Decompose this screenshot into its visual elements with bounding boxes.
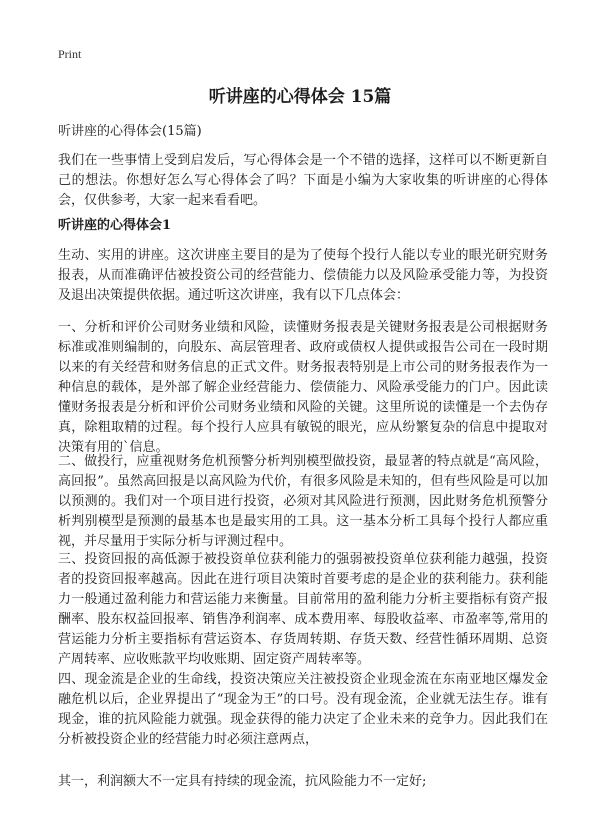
body-paragraph: 其一，利润额大不一定具有持续的现金流，抗风险能力不一定好; [58, 774, 427, 789]
body-paragraph: 四、现金流是企业的生命线，投资决策应关注被投资企业现金流在东南亚地区爆发金融危机以后，企业界提出了“现金为王”的口号。没有现金流，企业就无法生存。谁有现金，谁的抗风险能力就强。现金获得的能力决定了企业未来的竞争力。因此我们在分析被投资企业的经营能力时必须注意两点， [58, 672, 548, 747]
section-heading: 听讲座的心得体会1 [58, 218, 172, 233]
body-paragraph: 一、分析和评价公司财务业绩和风险，读懂财务报表是关键财务报表是公司根据财务标准或准则编制的，向股东、高层管理者、政府或债权人提供或报告公司在一段时期以来的有关经营和财务信息的正式文件。财务报表特别是上市公司的财务报表作为一种信息的载体，是外部了解企业经营能力、偿债能力、风险承受能力的门户。因此读懂财务报表是分析和评价公司财务业绩和风险的关键。这里所说的读懂是一个去伪存真，除粗取精的过程。每个投行人应具有敏锐的眼光，应从纷繁复杂的信息中提取对决策有用的`信息。 [58, 320, 548, 455]
body-paragraph: 二、做投行，应重视财务危机预警分析判别模型做投资，最显著的特点就是“高风险，高回报”。虽然高回报是以高风险为代价，有很多风险是未知的，但有些风险是可以加以预测的。我们对一个项目进行投资，必须对其风险进行预测，因此财务危机预警分析判别模型是预测的最基本也是最实用的工具。这一基本分析工具每个投行人都应重视，并尽量用于实际分析与评测过程中。 [58, 454, 548, 549]
document-subtitle: 听讲座的心得体会(15篇) [58, 124, 202, 139]
print-link[interactable]: Print [58, 47, 82, 61]
document-title: 听讲座的心得体会 15篇 [208, 87, 392, 107]
body-paragraph: 生动、实用的讲座。这次讲座主要目的是为了使每个投行人能以专业的眼光研究财务报表，从而准确评估被投资公司的经营能力、偿债能力以及风险承受能力等，为投资及退出决策提供依据。通过听这次讲座，我有以下几点体会： [58, 248, 548, 303]
intro-paragraph: 我们在一些事情上受到启发后，写心得体会是一个不错的选择，这样可以不断更新自己的想法。你想好怎么写心得体会了吗？下面是小编为大家收集的听讲座的心得体会，仅供参考，大家一起来看看吧。 [58, 153, 548, 208]
body-paragraph: 三、投资回报的高低源于被投资单位获利能力的强弱被投资单位获利能力越强，投资者的投资回报率越高。因此在进行项目决策时首要考虑的是企业的获利能力。获利能力一般通过盈利能力和营运能力来衡量。目前常用的盈利能力分析主要指标有资产报酬率、股东权益回报率、销售净利润率、成本费用率、每股收益率、市盈率等,常用的营运能力分析主要指标有营运资本、存货周转期、存货天数、经营性循环周期、总资产周转率、应收账款平均收账期、固定资产周转率等。 [58, 552, 548, 667]
